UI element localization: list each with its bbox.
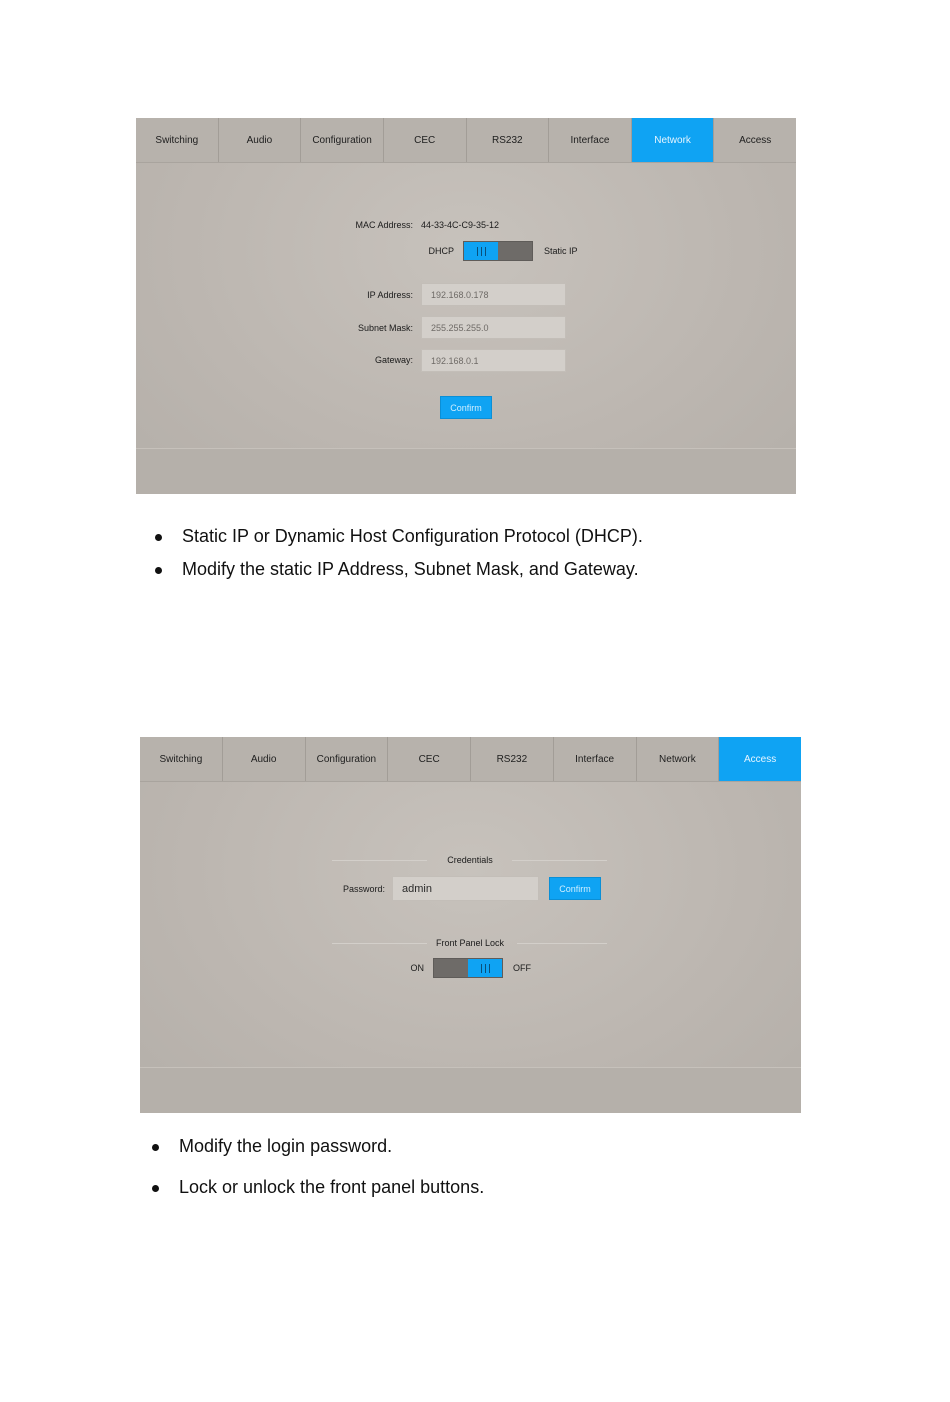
confirm-button[interactable]: Confirm bbox=[440, 396, 492, 419]
list-item: Static IP or Dynamic Host Configuration Protocol (DHCP). bbox=[182, 526, 643, 546]
panel-footer bbox=[136, 448, 796, 494]
tab-network[interactable]: Network bbox=[637, 737, 720, 781]
ip-address-label: IP Address: bbox=[367, 290, 413, 300]
subnet-mask-label: Subnet Mask: bbox=[357, 323, 413, 333]
list-item: Lock or unlock the front panel buttons. bbox=[179, 1177, 485, 1197]
tab-cec[interactable]: CEC bbox=[384, 118, 467, 162]
tab-configuration[interactable]: Configuration bbox=[306, 737, 389, 781]
tab-interface[interactable]: Interface bbox=[549, 118, 632, 162]
divider bbox=[517, 943, 607, 944]
toggle-knob bbox=[468, 959, 502, 977]
tab-cec[interactable]: CEC bbox=[388, 737, 471, 781]
tab-rs232[interactable]: RS232 bbox=[471, 737, 554, 781]
panel-footer bbox=[140, 1067, 801, 1113]
tab-rs232[interactable]: RS232 bbox=[467, 118, 550, 162]
on-label: ON bbox=[410, 963, 424, 973]
bullet-dot bbox=[152, 1144, 159, 1151]
front-panel-lock-toggle[interactable] bbox=[433, 958, 503, 978]
divider bbox=[332, 860, 427, 861]
list-item: Modify the login password. bbox=[179, 1136, 393, 1156]
credentials-heading: Credentials bbox=[447, 855, 493, 865]
list-item: Modify the static IP Address, Subnet Mask, and Gateway. bbox=[182, 559, 639, 579]
tab-bar bbox=[136, 118, 796, 163]
tab-configuration[interactable]: Configuration bbox=[301, 118, 384, 162]
tab-network[interactable]: Network bbox=[632, 118, 715, 162]
tab-access[interactable]: Access bbox=[739, 134, 772, 146]
static-ip-label: Static IP bbox=[544, 246, 578, 256]
bullet-dot bbox=[152, 1185, 159, 1192]
off-label: OFF bbox=[513, 963, 531, 973]
tab-interface[interactable]: Interface bbox=[554, 737, 637, 781]
password-input[interactable]: admin bbox=[392, 876, 539, 901]
gateway-input[interactable]: 192.168.0.1 bbox=[421, 349, 566, 372]
divider bbox=[512, 860, 607, 861]
confirm-button[interactable]: Confirm bbox=[549, 877, 601, 900]
bullet-dot bbox=[155, 534, 162, 541]
dhcp-label: DHCP bbox=[428, 246, 454, 256]
front-panel-lock-heading: Front Panel Lock bbox=[435, 938, 505, 948]
tab-switching[interactable]: Switching bbox=[140, 737, 223, 781]
dhcp-static-toggle[interactable] bbox=[463, 241, 533, 261]
gateway-label: Gateway: bbox=[374, 355, 413, 365]
access-settings-panel bbox=[140, 737, 801, 1113]
toggle-knob bbox=[464, 242, 498, 260]
tab-access[interactable]: Access bbox=[719, 737, 801, 781]
ip-address-input[interactable]: 192.168.0.178 bbox=[421, 283, 566, 306]
divider bbox=[332, 943, 427, 944]
tab-audio[interactable]: Audio bbox=[223, 737, 306, 781]
network-settings-panel bbox=[136, 118, 796, 494]
tab-switching[interactable]: Switching bbox=[136, 118, 219, 162]
mac-address-label: MAC Address: bbox=[355, 220, 413, 230]
password-label: Password: bbox=[342, 884, 385, 894]
bullet-dot bbox=[155, 567, 162, 574]
tab-audio[interactable]: Audio bbox=[219, 118, 302, 162]
tab-bar bbox=[140, 737, 801, 782]
mac-address-value: 44-33-4C-C9-35-12 bbox=[421, 220, 500, 230]
subnet-mask-input[interactable]: 255.255.255.0 bbox=[421, 316, 566, 339]
